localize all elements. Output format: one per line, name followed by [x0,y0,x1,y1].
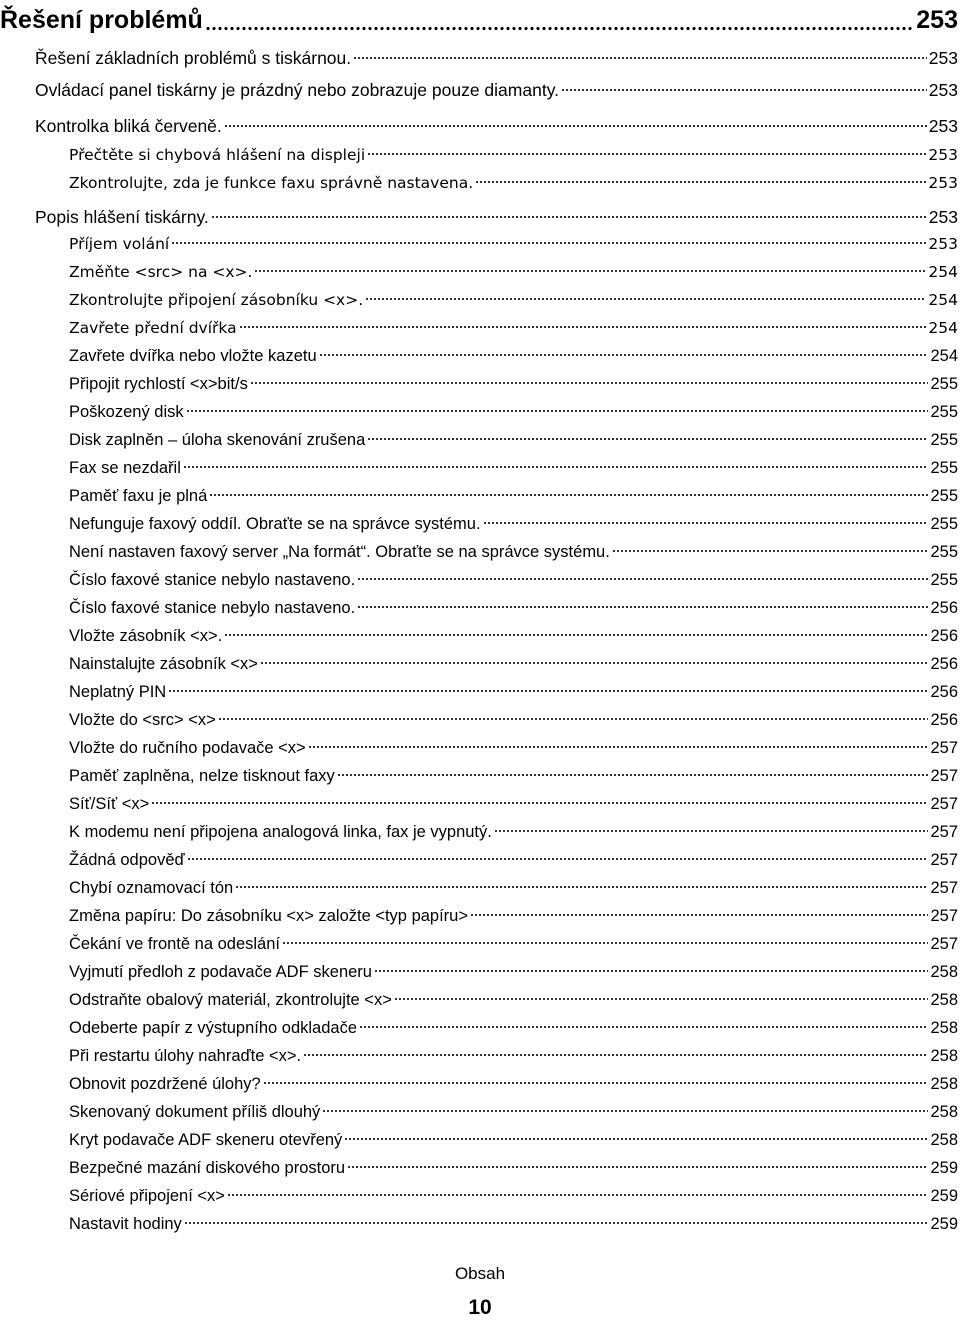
toc-entry-page: 258 [930,991,958,1009]
toc-entry [69,342,958,370]
toc-entry-page: 257 [930,767,958,785]
toc-entry [69,1070,958,1098]
dot-leader [470,913,928,917]
toc-entry-page: 253 [928,207,958,227]
toc-entry-page: 258 [930,1047,958,1065]
toc-entry-page: 257 [930,879,958,897]
toc-entry-text: Kryt podavače ADF skeneru otevřený [69,1131,343,1149]
toc-entry-text: Přečtěte si chybová hlášení na displeji [69,146,366,164]
toc-entry [69,594,958,622]
dot-leader [254,269,926,273]
toc-entry-page: 256 [930,627,958,645]
toc-entry-page: 257 [930,907,958,925]
toc-entry [69,454,958,482]
toc-entry-text: Skenovaný dokument příliš dlouhý [69,1103,321,1121]
toc-entry [69,398,958,426]
toc-entry-text: Paměť faxu je plná [69,487,208,505]
dot-leader [224,124,927,128]
toc-entry-text: Zavřete přední dvířka [69,319,237,337]
toc-entry-text: Vložte do <src> <x> [69,711,216,729]
toc-entry-page: 255 [930,431,958,449]
toc-entry [69,650,958,678]
toc-entry-page: 255 [930,515,958,533]
dot-leader [475,180,926,184]
toc-entry-page: 253 [928,235,958,253]
dot-leader [263,1081,929,1085]
toc-entry-text: Neplatný PIN [69,683,167,701]
footer-page-number: 10 [468,1296,492,1319]
toc-entry-page: 256 [930,683,958,701]
toc-entry [69,846,958,874]
toc-entry-page: 257 [930,739,958,757]
toc-entry [35,76,958,104]
toc-entry-text: Změna papíru: Do zásobníku <x> založte <typ papíru> [69,907,468,925]
toc-entry [69,902,958,930]
toc-entry [69,762,958,790]
toc-entry-text: Odeberte papír z výstupního odkladače [69,1019,358,1037]
toc-entry-text: Nastavit hodiny [69,1215,182,1233]
dot-leader [612,549,929,553]
toc-entry [69,1182,958,1210]
dot-leader [303,1053,928,1057]
toc-entry-page: 255 [930,487,958,505]
dot-leader [211,215,927,219]
toc-entry [69,370,958,398]
toc-entry [35,203,958,231]
dot-leader [359,1025,928,1029]
toc-entry-page: 255 [930,459,958,477]
toc-entry-page: 258 [930,1131,958,1149]
toc-entry-page: 256 [930,711,958,729]
toc-entry [69,538,958,566]
toc-entry-text: Řešení základních problémů s tiskárnou. [35,48,352,68]
toc-entry-page: 256 [930,599,958,617]
toc-entry [69,1154,958,1182]
dot-leader [224,633,928,637]
dot-leader [308,745,929,749]
toc-entry-page: 255 [930,403,958,421]
toc-entry [69,958,958,986]
toc-entry [35,44,958,72]
toc-entry [69,930,958,958]
toc-entry-page: 253 [928,48,958,68]
toc-entry-page: 258 [930,963,958,981]
toc-entry-page: 257 [930,795,958,813]
toc-entry [69,818,958,846]
toc-entry-page: 258 [930,1075,958,1093]
toc-entry [69,986,958,1014]
toc-entry [69,482,958,510]
dot-leader [205,26,914,31]
toc-entry [69,874,958,902]
dot-leader [183,465,929,469]
dot-leader [260,661,929,665]
toc-entry-page: 254 [928,319,958,337]
toc-entry-text: Síť/Síť <x> [69,795,150,813]
dot-leader [171,241,926,245]
dot-leader [337,773,929,777]
dot-leader [186,409,929,413]
dot-leader [250,381,929,385]
toc-entry [69,286,958,314]
toc-entry-page: 259 [930,1187,958,1205]
toc-entry [69,1210,958,1238]
toc-entry [69,622,958,650]
toc-entry-page: 254 [928,263,958,281]
toc-entry-text: Nainstalujte zásobník <x> [69,655,258,673]
toc-entry-page: 255 [930,543,958,561]
toc-entry [69,258,958,286]
dot-leader [483,521,929,525]
toc-entry-page: 257 [930,823,958,841]
toc-entry [69,790,958,818]
toc-entry [69,1042,958,1070]
toc-entry-page: 257 [930,935,958,953]
dot-leader [151,801,928,805]
toc-entry [69,314,958,342]
dot-leader [184,1221,929,1225]
toc-entry [69,141,958,169]
toc-entry [69,1014,958,1042]
toc-chapter-title [0,2,958,38]
dot-leader [187,857,929,861]
toc-entry-text: Paměť zaplněna, nelze tisknout faxy [69,767,335,785]
toc-entry-text: Vložte zásobník <x>. [69,627,223,645]
dot-leader [319,353,929,357]
toc-entry-text: Změňte <src> na <x>. [69,263,253,281]
toc-entry [69,1126,958,1154]
toc-entry-page: 253 [928,146,958,164]
dot-leader [227,1193,929,1197]
toc-title-text: Řešení problémů [0,6,203,34]
dot-leader [347,1165,928,1169]
toc-entry-page: 258 [930,1019,958,1037]
toc-entry-text: Disk zaplněn – úloha skenování zrušena [69,431,366,449]
toc-entry-text: Čekání ve frontě na odeslání [69,935,280,953]
dot-leader [357,605,928,609]
toc-entry-text: Číslo faxové stanice nebylo nastaveno. [69,599,356,617]
toc-entry-page: 255 [930,571,958,589]
dot-leader [239,325,927,329]
dot-leader [394,997,929,1001]
toc-entry-text: Vyjmutí předloh z podavače ADF skeneru [69,963,372,981]
toc-entry-page: 253 [928,174,958,192]
dot-leader [322,1109,928,1113]
toc-entry-text: Žádná odpověď [69,851,185,869]
toc-entry-page: 259 [930,1159,958,1177]
toc-entry-text: Kontrolka bliká červeně. [35,116,222,136]
toc-entry-text: Při restartu úlohy nahraďte <x>. [69,1047,302,1065]
toc-entry-text: Zkontrolujte připojení zásobníku <x>. [69,291,364,309]
toc-entry-page: 255 [930,375,958,393]
toc-entry-text: Nefunguje faxový oddíl. Obraťte se na správce systému. [69,515,481,533]
toc-entry-text: Poškozený disk [69,403,184,421]
toc-entry-page: 253 [928,116,958,136]
toc-entry-text: K modemu není připojena analogová linka, fax je vypnutý. [69,823,492,841]
toc-entry-page: 256 [930,655,958,673]
toc-entry-page: 258 [930,1103,958,1121]
toc-entry [35,112,958,140]
toc-entry-page: 254 [928,291,958,309]
toc-entry [69,706,958,734]
dot-leader [344,1137,928,1141]
toc-entry [69,169,958,197]
toc-entry-text: Zavřete dvířka nebo vložte kazetu [69,347,317,365]
toc-entry-text: Připojit rychlostí <x>bit/s [69,375,248,393]
dot-leader [365,297,926,301]
toc-entry-text: Bezpečné mazání diskového prostoru [69,1159,346,1177]
dot-leader [367,152,926,156]
toc-entry-text: Není nastaven faxový server „Na formát“. Obraťte se na správce systému. [69,543,610,561]
toc-entry-page: 253 [928,80,958,100]
toc-entry-text: Sériové připojení <x> [69,1187,225,1205]
dot-leader [494,829,929,833]
dot-leader [561,88,927,92]
dot-leader [357,577,928,581]
toc-entry-page: 254 [930,347,958,365]
toc-entry [69,566,958,594]
dot-leader [282,941,928,945]
toc-entry-text: Číslo faxové stanice nebylo nastaveno. [69,571,356,589]
toc-entry [69,510,958,538]
toc-entry-text: Vložte do ručního podavače <x> [69,739,306,757]
toc-entry-text: Popis hlášení tiskárny. [35,207,209,227]
toc-title-page: 253 [916,6,958,34]
toc-entry-text: Chybí oznamovací tón [69,879,234,897]
toc-entry-text: Fax se nezdařil [69,459,181,477]
toc-entry-page: 259 [930,1215,958,1233]
dot-leader [353,56,927,60]
toc-entry [69,230,958,258]
dot-leader [235,885,928,889]
dot-leader [209,493,928,497]
dot-leader [374,969,929,973]
toc-entry-text: Ovládací panel tiskárny je prázdný nebo zobrazuje pouze diamanty. [35,80,560,100]
toc-entry [69,1098,958,1126]
toc-entry-text: Zkontrolujte, zda je funkce faxu správně nastavena. [69,174,474,192]
dot-leader [218,717,929,721]
toc-entry-text: Obnovit pozdržené úlohy? [69,1075,261,1093]
toc-entry-text: Odstraňte obalový materiál, zkontrolujte <x> [69,991,392,1009]
footer-section-label: Obsah [454,1264,506,1283]
dot-leader [367,437,928,441]
toc-entry-text: Příjem volání [69,235,170,253]
toc-entry-page: 257 [930,851,958,869]
toc-entry [69,734,958,762]
toc-entry [69,678,958,706]
dot-leader [168,689,928,693]
toc-entry [69,426,958,454]
